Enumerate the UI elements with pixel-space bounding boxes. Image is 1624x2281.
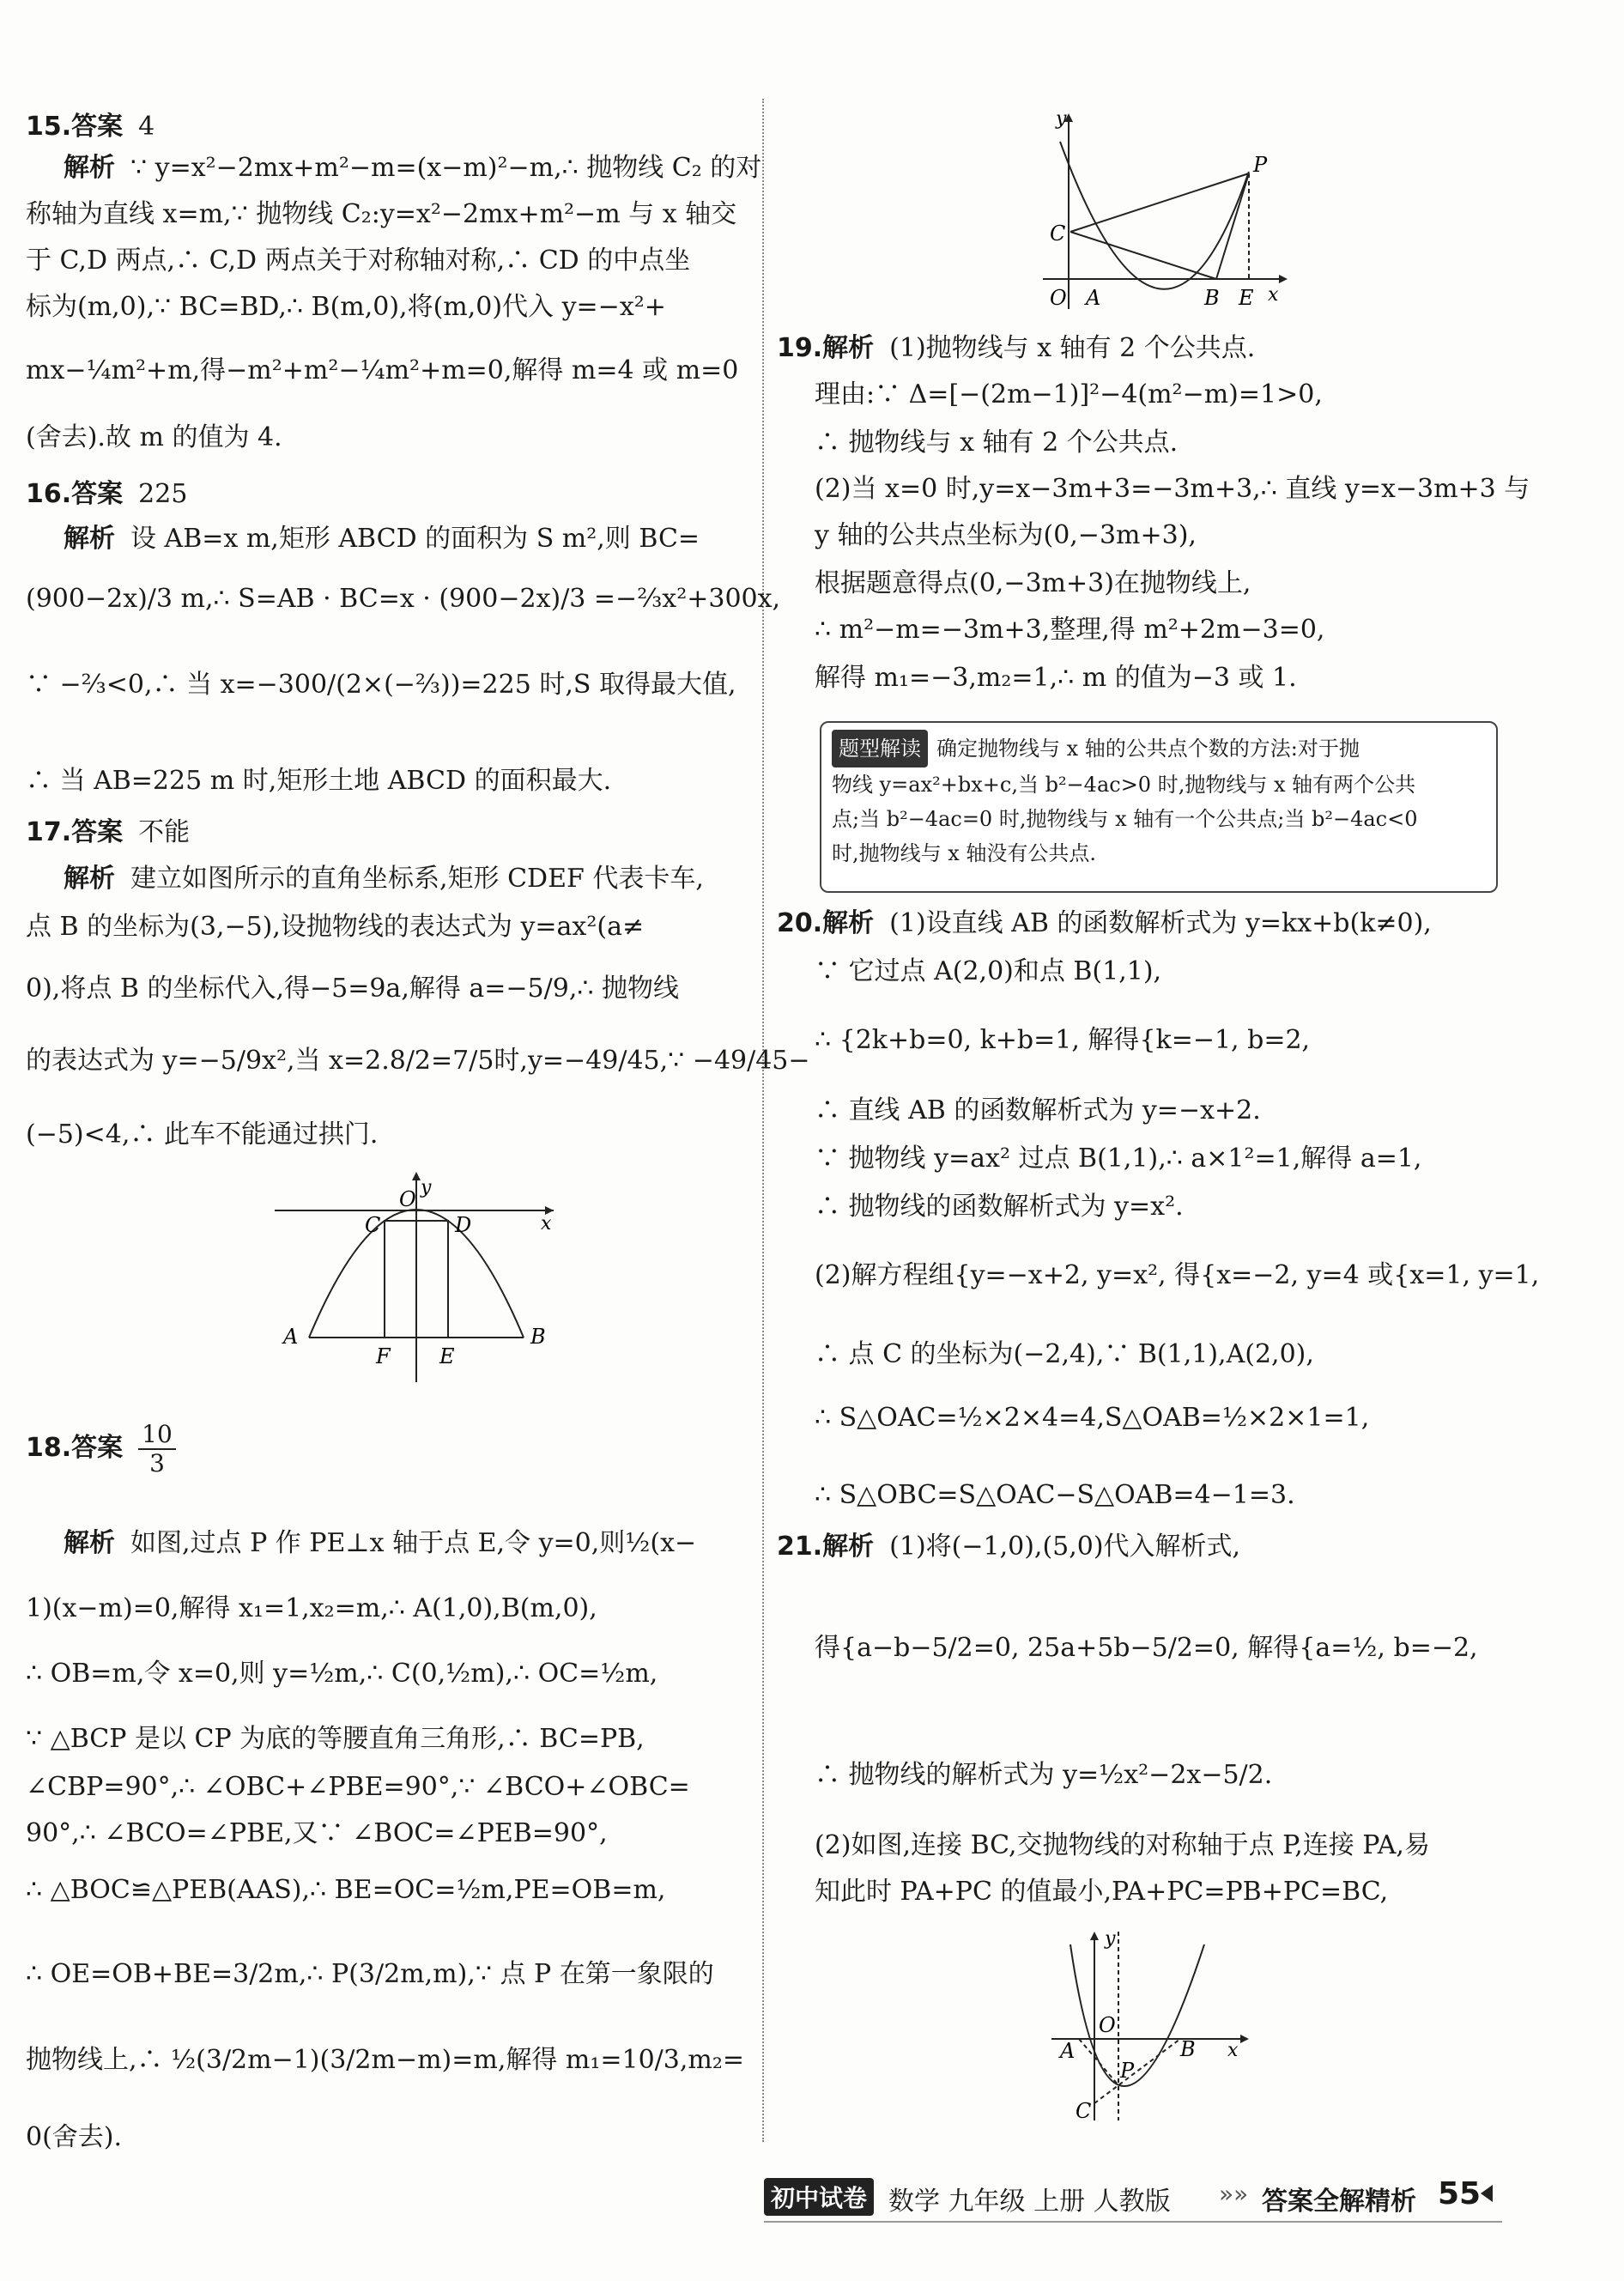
- q17-line-2: 点 B 的坐标为(3,−5),设抛物线的表达式为 y=ax²(a≠: [26, 912, 645, 942]
- page-footer: [751, 2176, 1506, 2219]
- q18-line-10: 0(舍去).: [26, 2122, 123, 2152]
- q19-line-7: ∴ m²−m=−3m+3,整理,得 m²+2m−3=0,: [815, 615, 1325, 645]
- fig17-label-O: O: [399, 1187, 416, 1211]
- q16-answer: 225: [138, 479, 188, 509]
- q17-line-1: [64, 864, 704, 895]
- q16-line-1: [64, 524, 700, 555]
- q16-answer-line: [26, 479, 187, 510]
- tip-line-3: 点;当 b²−4ac=0 时,抛物线与 x 轴有一个公共点;当 b²−4ac<0: [832, 807, 1418, 831]
- fig17-label-x: x: [541, 1213, 552, 1235]
- q15-line-6: (舍去).故 m 的值为 4.: [26, 422, 282, 452]
- q17-answer: 不能: [138, 817, 191, 847]
- footer-arrows: »»: [1219, 2180, 1249, 2208]
- q19-line-3: ∴ 抛物线与 x 轴有 2 个公共点.: [815, 428, 1179, 458]
- q18-line-5: ∠CBP=90°,∴ ∠OBC+∠PBE=90°,∵ ∠BCO+∠OBC=: [26, 1772, 690, 1802]
- q20-analysis-label: 解析: [822, 908, 875, 938]
- q15-line-5: mx−¼m²+m,得−m²+m²−¼m²+m=0,解得 m=4 或 m=0: [26, 355, 739, 385]
- q17-line-3: 0),将点 B 的坐标代入,得−5=9a,解得 a=−5/9,∴ 抛物线: [26, 974, 679, 1004]
- fig21-label-O: O: [1099, 2013, 1116, 2037]
- fig21-label-P: P: [1120, 2059, 1135, 2083]
- q18-line-8: ∴ OE=OB+BE=3/2m,∴ P(3/2m,m),∵ 点 P 在第一象限的: [26, 1959, 714, 1989]
- q15-answer-label: 答案: [71, 112, 124, 142]
- fig21-label-B: B: [1180, 2037, 1196, 2061]
- footer-rule: [764, 2221, 1502, 2223]
- q18-answer-numerator: 10: [138, 1421, 176, 1450]
- q20-line-5: ∵ 抛物线 y=ax² 过点 B(1,1),∴ a×1²=1,解得 a=1,: [815, 1144, 1422, 1174]
- q15-answer: 4: [138, 112, 155, 142]
- q15-number: 15.: [26, 112, 72, 142]
- q21-parabola-figure: [1051, 1927, 1257, 2125]
- q19-line-6: 根据题意得点(0,−3m+3)在抛物线上,: [815, 568, 1251, 598]
- q15-answer-line: [26, 112, 155, 143]
- q18-number: 18.: [26, 1433, 72, 1463]
- footer-title: 答案全解精析: [1262, 2187, 1416, 2217]
- q17-arch-figure: [275, 1168, 567, 1382]
- q20-line-3: ∴ {2k+b=0, k+b=1, 解得{k=−1, b=2,: [815, 1025, 1311, 1055]
- q20-line-1: [777, 908, 1432, 939]
- q16-number: 16.: [26, 479, 72, 509]
- fig18-label-y: y: [1056, 108, 1067, 130]
- column-divider: [762, 99, 764, 2142]
- q18-line-3: ∴ OB=m,令 x=0,则 y=½m,∴ C(0,½m),∴ OC=½m,: [26, 1659, 658, 1689]
- q16-text: 设 AB=x m,矩形 ABCD 的面积为 S m²,则 BC=: [130, 524, 700, 554]
- tip-line-1: [832, 730, 1486, 767]
- q21-line-2: 得{a−b−5/2=0, 25a+5b−5/2=0, 解得{a=½, b=−2,: [815, 1633, 1478, 1663]
- q15-line-4: 标为(m,0),∵ BC=BD,∴ B(m,0),将(m,0)代入 y=−x²+: [26, 292, 666, 322]
- fig18-label-E: E: [1239, 286, 1254, 310]
- q19-analysis-label: 解析: [822, 333, 875, 363]
- q17-number: 17.: [26, 817, 72, 847]
- q16-analysis-label: 解析: [64, 524, 115, 554]
- fig18-label-A: A: [1086, 286, 1101, 310]
- q18-parabola-figure: [1034, 103, 1292, 318]
- q18-answer-label: 答案: [71, 1433, 124, 1463]
- q18-line-7: ∴ △BOC≌△PEB(AAS),∴ BE=OC=½m,PE=OB=m,: [26, 1875, 666, 1905]
- q15-text: ∵ y=x²−2mx+m²−m=(x−m)²−m,∴ 抛物线 C₂ 的对: [130, 153, 762, 183]
- q21-text: (1)将(−1,0),(5,0)代入解析式,: [889, 1532, 1241, 1562]
- q17-answer-line: [26, 817, 190, 848]
- fig18-label-P: P: [1253, 153, 1268, 177]
- fig21-label-y: y: [1105, 1928, 1116, 1950]
- q16-line-4: ∴ 当 AB=225 m 时,矩形土地 ABCD 的面积最大.: [26, 766, 612, 796]
- fig18-label-B: B: [1204, 286, 1220, 310]
- tip-title: 题型解读: [832, 730, 928, 767]
- q19-line-1: [777, 333, 1255, 364]
- q15-analysis-label: 解析: [64, 153, 115, 183]
- q16-line-3: ∵ −⅔<0,∴ 当 x=−300/(2×(−⅔))=225 时,S 取得最大值,: [26, 670, 736, 700]
- q18-line-9: 抛物线上,∴ ½(3/2m−1)(3/2m−m)=m,解得 m₁=10/3,m₂=: [26, 2045, 745, 2075]
- q20-number: 20.: [777, 908, 823, 938]
- q18-answer-line: [26, 1421, 176, 1477]
- footer-brand: 初中试卷: [764, 2178, 874, 2216]
- q20-text: (1)设直线 AB 的函数解析式为 y=kx+b(k≠0),: [889, 908, 1432, 938]
- q20-line-4: ∴ 直线 AB 的函数解析式为 y=−x+2.: [815, 1095, 1261, 1125]
- fig21-label-C: C: [1076, 2099, 1092, 2123]
- tip-line-4: 时,抛物线与 x 轴没有公共点.: [832, 841, 1097, 865]
- fig21-label-A: A: [1060, 2039, 1076, 2063]
- q17-analysis-label: 解析: [64, 864, 115, 894]
- q20-line-9: ∴ S△OAC=½×2×4=4,S△OAB=½×2×1=1,: [815, 1403, 1370, 1433]
- q18-text: 如图,过点 P 作 PE⊥x 轴于点 E,令 y=0,则½(x−: [130, 1528, 697, 1558]
- page-number: 55: [1438, 2176, 1482, 2211]
- q17-text: 建立如图所示的直角坐标系,矩形 CDEF 代表卡车,: [130, 864, 704, 894]
- q15-line-3: 于 C,D 两点,∴ C,D 两点关于对称轴对称,∴ CD 的中点坐: [26, 246, 691, 276]
- q18-answer-fraction: [138, 1421, 176, 1477]
- q15-line-2: 称轴为直线 x=m,∵ 抛物线 C₂:y=x²−2mx+m²−m 与 x 轴交: [26, 199, 737, 229]
- q19-number: 19.: [777, 333, 823, 363]
- q18-line-4: ∵ △BCP 是以 CP 为底的等腰直角三角形,∴ BC=PB,: [26, 1724, 645, 1754]
- fig18-label-O: O: [1050, 286, 1067, 310]
- q21-line-4: (2)如图,连接 BC,交抛物线的对称轴于点 P,连接 PA,易: [815, 1830, 1430, 1860]
- fig17-label-A: A: [283, 1325, 299, 1349]
- fig17-label-F: F: [376, 1344, 391, 1368]
- q19-line-2: 理由:∵ Δ=[−(2m−1)]²−4(m²−m)=1>0,: [815, 379, 1323, 409]
- q21-analysis-label: 解析: [822, 1532, 875, 1562]
- fig17-label-C: C: [365, 1213, 381, 1237]
- q18-line-2: 1)(x−m)=0,解得 x₁=1,x₂=m,∴ A(1,0),B(m,0),: [26, 1593, 597, 1623]
- fig17-label-E: E: [439, 1344, 455, 1368]
- page-marker-icon: [1481, 2185, 1493, 2202]
- q18-analysis-label: 解析: [64, 1528, 115, 1558]
- q20-line-6: ∴ 抛物线的函数解析式为 y=x².: [815, 1192, 1184, 1222]
- tip-text: 确定抛物线与 x 轴的公共点个数的方法:对于抛: [936, 737, 1360, 761]
- tip-box: [820, 721, 1498, 893]
- q17-answer-label: 答案: [71, 817, 124, 847]
- q18-line-6: 90°,∴ ∠BCO=∠PBE,又∵ ∠BOC=∠PEB=90°,: [26, 1818, 608, 1848]
- footer-subject: 数学 九年级 上册 人教版: [888, 2187, 1171, 2217]
- fig17-label-B: B: [530, 1325, 546, 1349]
- q19-line-4: (2)当 x=0 时,y=x−3m+3=−3m+3,∴ 直线 y=x−3m+3 与: [815, 474, 1530, 504]
- q21-line-3: ∴ 抛物线的解析式为 y=½x²−2x−5/2.: [815, 1760, 1273, 1790]
- q19-text: (1)抛物线与 x 轴有 2 个公共点.: [889, 333, 1256, 363]
- q19-line-5: y 轴的公共点坐标为(0,−3m+3),: [815, 520, 1197, 550]
- q19-line-8: 解得 m₁=−3,m₂=1,∴ m 的值为−3 或 1.: [815, 663, 1297, 693]
- fig21-label-x: x: [1227, 2040, 1239, 2061]
- q18-answer-denominator: 3: [149, 1449, 165, 1477]
- q16-line-2: (900−2x)/3 m,∴ S=AB · BC=x · (900−2x)/3 =−⅔x²+300x,: [26, 584, 781, 614]
- q21-line-5: 知此时 PA+PC 的值最小,PA+PC=PB+PC=BC,: [815, 1877, 1389, 1907]
- q20-line-8: ∴ 点 C 的坐标为(−2,4),∵ B(1,1),A(2,0),: [815, 1339, 1314, 1369]
- fig17-label-y: y: [421, 1177, 432, 1198]
- q15-line-1: [64, 153, 761, 184]
- fig18-label-x: x: [1268, 284, 1279, 306]
- q21-line-1: [777, 1532, 1240, 1562]
- q16-answer-label: 答案: [71, 479, 124, 509]
- tip-line-2: 物线 y=ax²+bx+c,当 b²−4ac>0 时,抛物线与 x 轴有两个公共: [832, 773, 1416, 797]
- q18-line-1: [64, 1528, 696, 1559]
- fig17-label-D: D: [455, 1213, 472, 1237]
- fig18-label-C: C: [1050, 221, 1066, 246]
- q20-line-10: ∴ S△OBC=S△OAC−S△OAB=4−1=3.: [815, 1480, 1295, 1510]
- q20-line-2: ∵ 它过点 A(2,0)和点 B(1,1),: [815, 956, 1162, 986]
- q17-line-4: 的表达式为 y=−5/9x²,当 x=2.8/2=7/5时,y=−49/45,∵ −49/45−: [26, 1046, 810, 1076]
- q17-line-5: (−5)<4,∴ 此车不能通过拱门.: [26, 1119, 379, 1150]
- q20-line-7: (2)解方程组{y=−x+2, y=x², 得{x=−2, y=4 或{x=1, y=1,: [815, 1260, 1540, 1290]
- q21-number: 21.: [777, 1532, 823, 1562]
